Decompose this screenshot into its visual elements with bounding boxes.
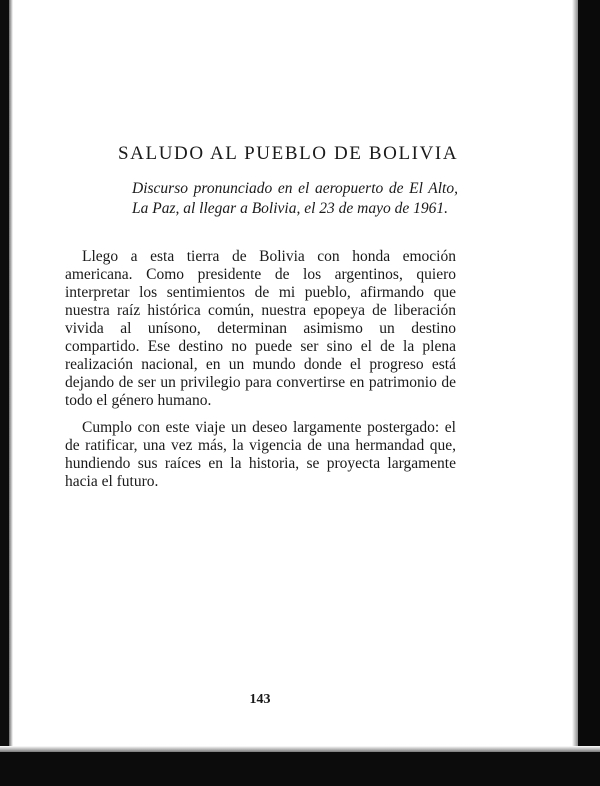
body-paragraph-2: Cumplo con este viaje un deseo largamente postergado: el de ratificar, una vez más, la vigencia de una hermandad que, hundiendo sus raíces en la historia, se proyecta largamente hacia el futuro.: [65, 419, 456, 490]
scan-right-border: [578, 0, 600, 786]
scan-bottom-border: [0, 752, 600, 786]
speech-subtitle: Discurso pronunciado en el aeropuerto de El Alto, La Paz, al llegar a Bolivia, el 23 de mayo de 1961.: [132, 180, 458, 217]
scan-left-shadow: [9, 0, 13, 786]
page-title: SALUDO AL PUEBLO DE BOLIVIA: [118, 143, 459, 164]
scan-left-border: [0, 0, 9, 786]
page-number: 143: [249, 692, 271, 707]
body-paragraph-1: Llego a esta tierra de Bolivia con honda emoción americana. Como presidente de los argentinos, quiero interpretar los sentimientos de mi pueblo, afirmando que nuestra raíz histórica común, nuestra epopeya de liberación vivida al unísono, determinan asimismo un destino compartido. Ese destino no puede ser sino el de la plena realización nacional, en un mundo donde el progreso está dejando de ser un privilegio para convertirse en patrimonio de todo el género humano.: [65, 248, 456, 409]
